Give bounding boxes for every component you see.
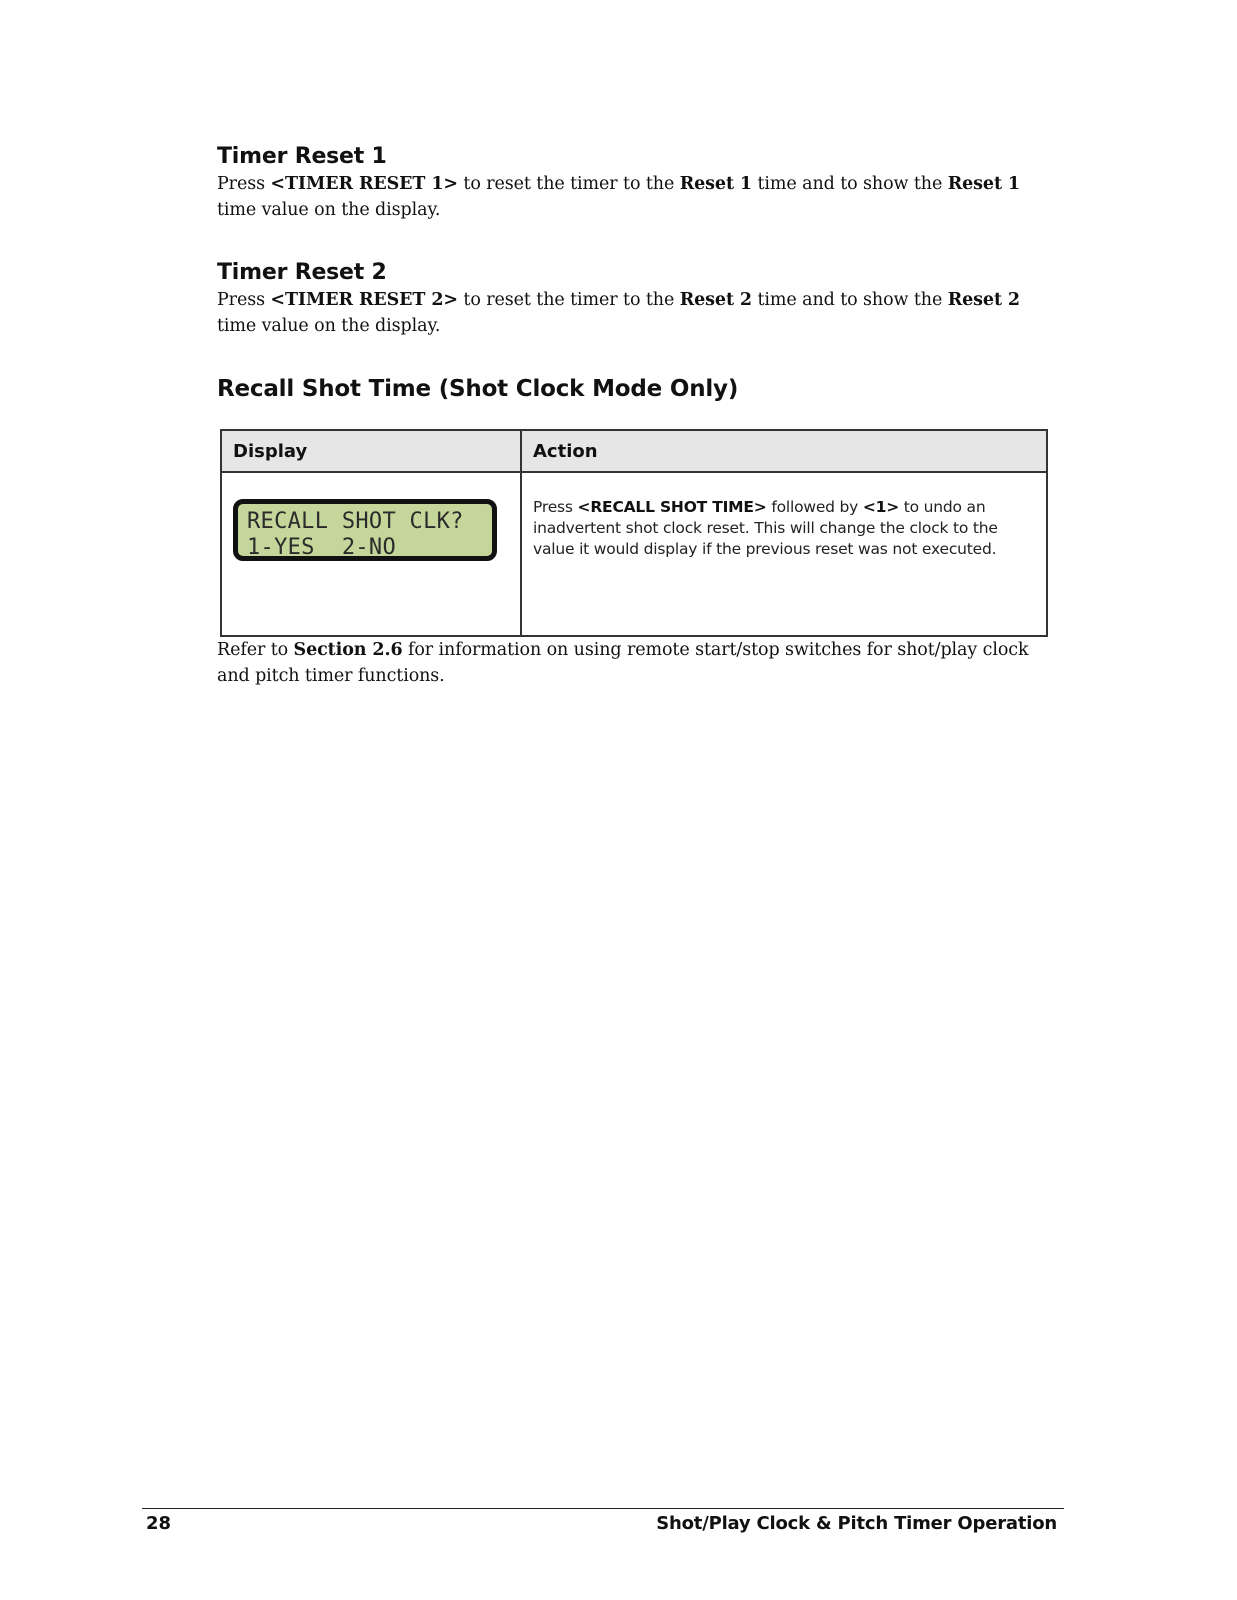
page-content bbox=[217, 143, 1049, 689]
lcd-line-1: RECALL SHOT CLK? bbox=[247, 509, 464, 534]
action-cell: Press <RECALL SHOT TIME> followed by <1> to undo an inadvertent shot clock reset. This will change the clock to the value it would display if the previous reset was not executed. bbox=[521, 472, 1047, 636]
column-header-display: Display bbox=[221, 430, 521, 472]
lcd-display bbox=[233, 499, 497, 561]
paragraph-timer-reset-2: Press <TIMER RESET 2> to reset the timer to the Reset 2 time and to show the Reset 2 time value on the display. bbox=[217, 290, 1021, 336]
display-action-table bbox=[220, 429, 1048, 637]
column-header-action: Action bbox=[521, 430, 1047, 472]
page-number: 28 bbox=[146, 1513, 172, 1534]
key-1: <1> bbox=[862, 498, 900, 516]
key-timer-reset-1: <TIMER RESET 1> bbox=[270, 174, 458, 194]
table-header-row bbox=[221, 430, 1047, 472]
paragraph-timer-reset-1: Press <TIMER RESET 1> to reset the timer to the Reset 1 time and to show the Reset 1 time value on the display. bbox=[217, 174, 1021, 220]
key-recall-shot-time: <RECALL SHOT TIME> bbox=[577, 498, 767, 516]
display-cell bbox=[221, 472, 521, 636]
heading-recall-shot-time: Recall Shot Time (Shot Clock Mode Only) bbox=[217, 376, 739, 402]
key-timer-reset-2: <TIMER RESET 2> bbox=[270, 290, 458, 310]
table-row bbox=[221, 472, 1047, 636]
lcd-line-2: 1-YES 2-NO bbox=[247, 535, 396, 560]
heading-timer-reset-1: Timer Reset 1 bbox=[217, 144, 387, 169]
link-section-2-6: Section 2.6 bbox=[293, 640, 403, 660]
paragraph-refer-section: Refer to Section 2.6 for information on using remote start/stop switches for shot/play clock and pitch timer functions. bbox=[217, 640, 1029, 686]
chapter-title: Shot/Play Clock & Pitch Timer Operation bbox=[656, 1513, 1057, 1534]
footer-divider bbox=[142, 1508, 1064, 1509]
heading-timer-reset-2: Timer Reset 2 bbox=[217, 260, 387, 285]
